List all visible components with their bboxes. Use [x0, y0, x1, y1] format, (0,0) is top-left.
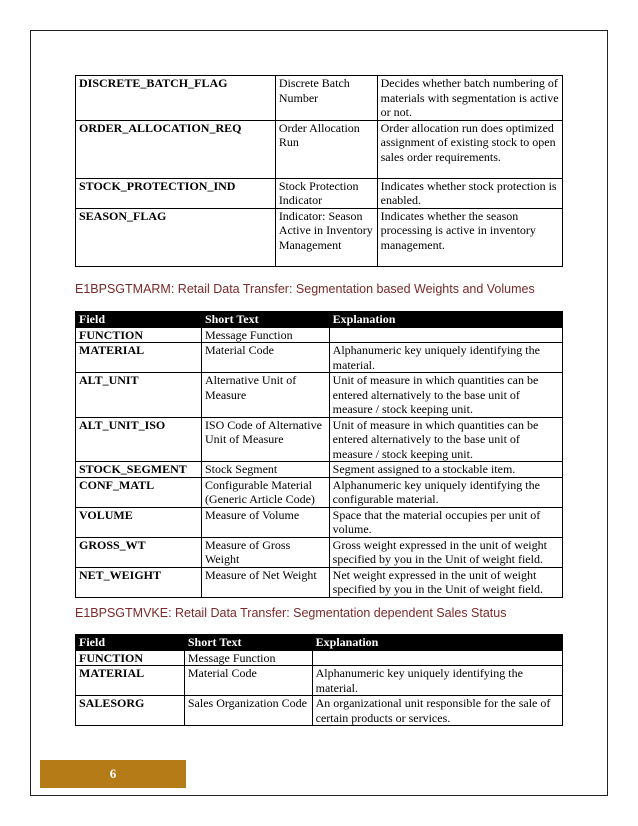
page-number-box [40, 760, 186, 788]
short-text-cell: Stock Segment [201, 462, 329, 478]
explanation-cell [329, 327, 562, 343]
field-cell: STOCK_SEGMENT [76, 462, 202, 478]
short-text-cell: Message Function [184, 650, 312, 666]
table-row [76, 327, 563, 343]
table-row [76, 208, 563, 266]
table-row [76, 567, 563, 597]
table-row [76, 417, 563, 462]
field-cell: ALT_UNIT_ISO [76, 417, 202, 462]
field-cell: NET_WEIGHT [76, 567, 202, 597]
table-row [76, 76, 563, 121]
explanation-cell: Unit of measure in which quantities can be entered alternatively to the base unit of measure / stock keeping unit. [329, 417, 562, 462]
field-cell: SEASON_FLAG [76, 208, 276, 266]
short-text-cell: Sales Organization Code [184, 696, 312, 726]
table-row [76, 666, 563, 696]
short-text-cell: Indicator: Season Active in Inventory Management [275, 208, 377, 266]
field-cell: CONF_MATL [76, 477, 202, 507]
short-text-cell: Measure of Volume [201, 507, 329, 537]
short-text-cell: Message Function [201, 327, 329, 343]
field-cell: ORDER_ALLOCATION_REQ [76, 120, 276, 178]
short-text-cell: Measure of Gross Weight [201, 537, 329, 567]
table-batch-flags [75, 75, 563, 267]
field-cell: FUNCTION [76, 650, 185, 666]
field-cell: GROSS_WT [76, 537, 202, 567]
table-row [76, 462, 563, 478]
explanation-cell: Alphanumeric key uniquely identifying the material. [329, 343, 562, 373]
short-text-cell: Order Allocation Run [275, 120, 377, 178]
short-text-cell: Configurable Material (Generic Article Code) [201, 477, 329, 507]
explanation-cell: Unit of measure in which quantities can be entered alternatively to the base unit of measure / stock keeping unit. [329, 373, 562, 418]
short-text-cell: ISO Code of Alternative Unit of Measure [201, 417, 329, 462]
table-marm [75, 311, 563, 598]
column-header-short-text: Short Text [201, 312, 329, 328]
field-cell: STOCK_PROTECTION_IND [76, 178, 276, 208]
explanation-cell: Indicates whether the season processing is active in inventory management. [377, 208, 562, 266]
explanation-cell: Gross weight expressed in the unit of weight specified by you in the Unit of weight field. [329, 537, 562, 567]
table-row [76, 507, 563, 537]
explanation-cell: An organizational unit responsible for the sale of certain products or services. [312, 696, 562, 726]
column-header-field: Field [76, 635, 185, 651]
field-cell: DISCRETE_BATCH_FLAG [76, 76, 276, 121]
short-text-cell: Material Code [201, 343, 329, 373]
table-row [76, 650, 563, 666]
page-number: 6 [109, 766, 117, 781]
short-text-cell: Stock Protection Indicator [275, 178, 377, 208]
table-row [76, 477, 563, 507]
explanation-cell: Order allocation run does optimized assignment of existing stock to open sales order requirements. [377, 120, 562, 178]
short-text-cell: Alternative Unit of Measure [201, 373, 329, 418]
column-header-short-text: Short Text [184, 635, 312, 651]
explanation-cell: Net weight expressed in the unit of weight specified by you in the Unit of weight field. [329, 567, 562, 597]
section-heading-mvke: E1BPSGTMVKE: Retail Data Transfer: Segmentation dependent Sales Status [75, 606, 507, 620]
table-header-row [76, 312, 563, 328]
field-cell: SALESORG [76, 696, 185, 726]
table-row [76, 343, 563, 373]
short-text-cell: Material Code [184, 666, 312, 696]
short-text-cell: Measure of Net Weight [201, 567, 329, 597]
explanation-cell: Indicates whether stock protection is enabled. [377, 178, 562, 208]
table-row [76, 696, 563, 726]
field-cell: FUNCTION [76, 327, 202, 343]
explanation-cell: Decides whether batch numbering of materials with segmentation is active or not. [377, 76, 562, 121]
column-header-explanation: Explanation [329, 312, 562, 328]
explanation-cell: Segment assigned to a stockable item. [329, 462, 562, 478]
field-cell: ALT_UNIT [76, 373, 202, 418]
explanation-cell: Alphanumeric key uniquely identifying the configurable material. [329, 477, 562, 507]
section-heading-marm: E1BPSGTMARM: Retail Data Transfer: Segmentation based Weights and Volumes [75, 282, 535, 296]
short-text-cell: Discrete Batch Number [275, 76, 377, 121]
explanation-cell: Alphanumeric key uniquely identifying the material. [312, 666, 562, 696]
table-row [76, 537, 563, 567]
table-header-row [76, 635, 563, 651]
field-cell: MATERIAL [76, 343, 202, 373]
table-mvke [75, 634, 563, 726]
field-cell: MATERIAL [76, 666, 185, 696]
table-row [76, 178, 563, 208]
table-row [76, 373, 563, 418]
table-row [76, 120, 563, 178]
field-cell: VOLUME [76, 507, 202, 537]
column-header-explanation: Explanation [312, 635, 562, 651]
explanation-cell: Space that the material occupies per unit of volume. [329, 507, 562, 537]
explanation-cell [312, 650, 562, 666]
column-header-field: Field [76, 312, 202, 328]
